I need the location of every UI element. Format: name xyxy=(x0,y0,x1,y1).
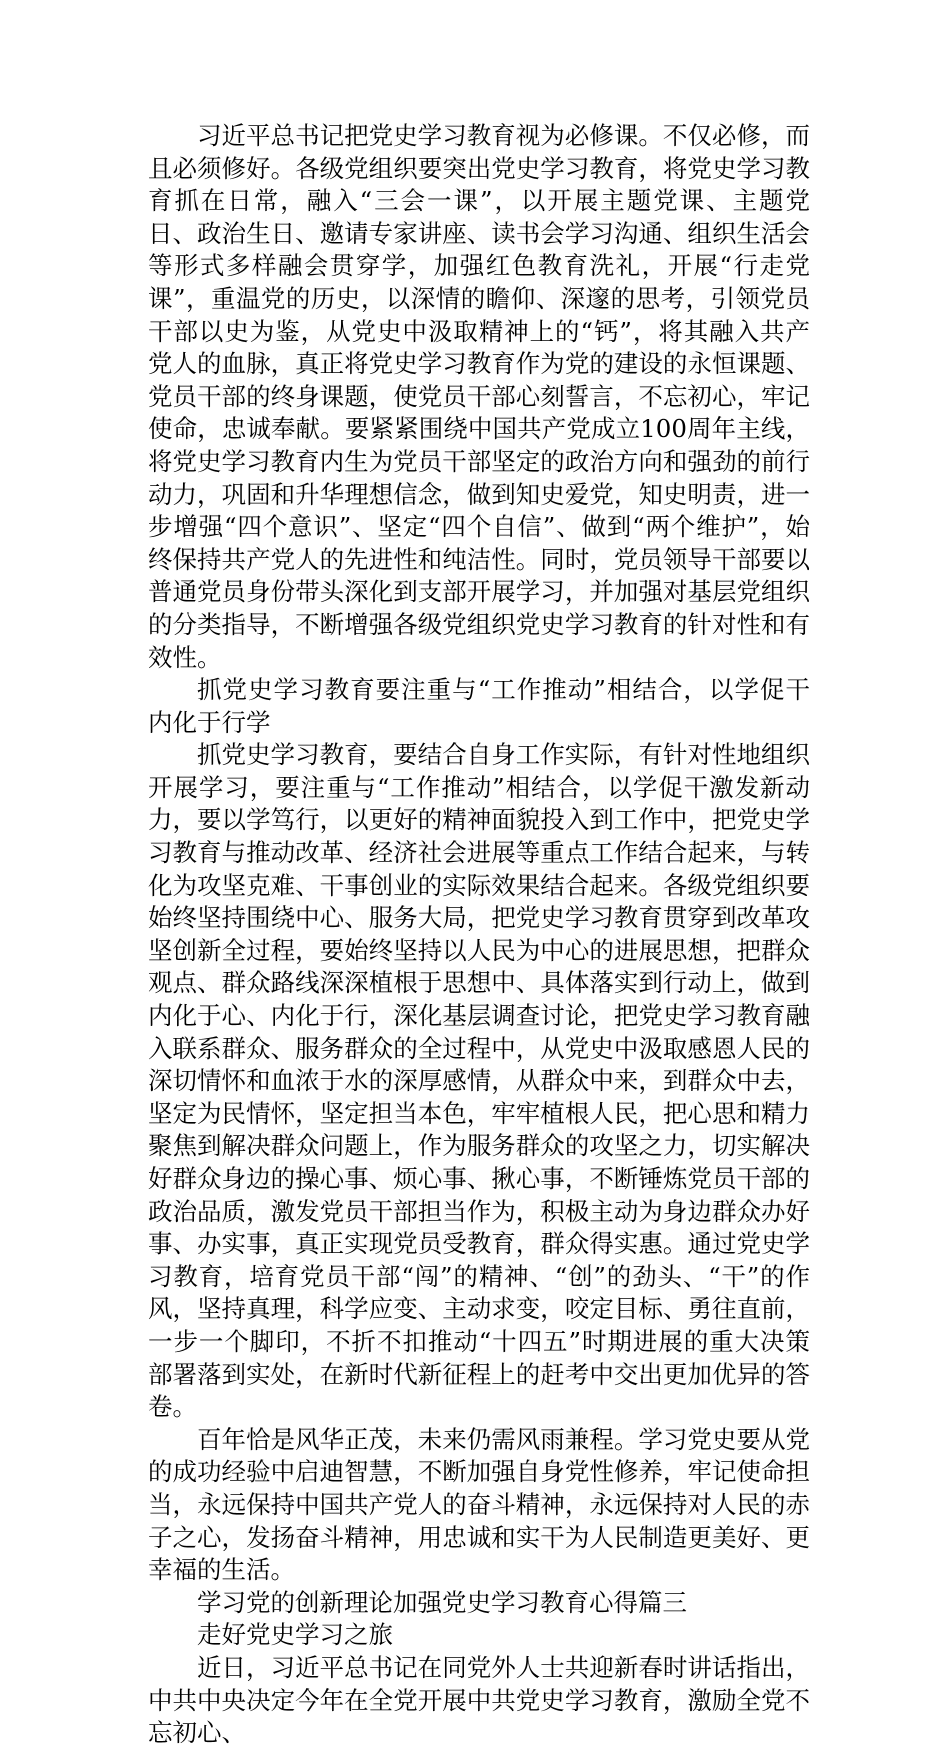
paragraph-1: 习近平总书记把党史学习教育视为必修课。不仅必修，而且必须修好。各级党组织要突出党史学习教育，将党史学习教育抓在日常，融入“三会一课”，以开展主题党课、主题党日、政治生日、邀请专家讲座、读书会学习沟通、组织生活会等形式多样融会贯穿学，加强红色教育洗礼，开展“行走党课”，重温党的历史，以深情的瞻仰、深邃的思考，引领党员干部以史为鉴，从党史中汲取精神上的“钙”，将其融入共产党人的血脉，真正将党史学习教育作为党的建设的永恒课题、党员干部的终身课题，使党员干部心刻誓言，不忘初心，牢记使命，忠诚奉献。要紧紧围绕中国共产党成立100周年主线，将党史学习教育内生为党员干部坚定的政治方向和强劲的前行动力，巩固和升华理想信念，做到知史爱党，知史明责，进一步增强“四个意识”、坚定“四个自信”、做到“两个维护”，始终保持共产党人的先进性和纯洁性。同时，党员领导干部要以普通党员身份带头深化到支部开展学习，并加强对基层党组织的分类指导，不断增强各级党组织党史学习教育的针对性和有效性。 xyxy=(148,121,810,672)
section-subtitle: 走好党史学习之旅 xyxy=(197,1620,393,1650)
paragraph-2-heading: 抓党史学习教育要注重与“工作推动”相结合，以学促干内化于行学 xyxy=(148,675,810,737)
paragraph-3: 抓党史学习教育，要结合自身工作实际，有针对性地组织开展学习，要注重与“工作推动”相结合，以学促干激发新动力，要以学笃行，以更好的精神面貌投入到工作中，把党史学习教育与推动改革、经济社会进展等重点工作结合起来，与转化为攻坚克难、干事创业的实际效果结合起来。各级党组织要始终坚持围绕中心、服务大局，把党史学习教育贯穿到改革攻坚创新全过程，要始终坚持以人民为中心的进展思想，把群众观点、群众路线深深植根于思想中、具体落实到行动上，做到内化于心、内化于行，深化基层调查讨论，把党史学习教育融入联系群众、服务群众的全过程中，从党史中汲取感恩人民的深切情怀和血浓于水的深厚感情，从群众中来，到群众中去，坚定为民情怀，坚定担当本色，牢牢植根人民，把心思和精力聚焦到解决群众问题上，作为服务群众的攻坚之力，切实解决好群众身边的操心事、烦心事、揪心事，不断锤炼党员干部的政治品质，激发党员干部担当作为，积极主动为身边群众办好事、办实事，真正实现党员受教育，群众得实惠。通过党史学习教育，培育党员干部“闯”的精神、“创”的劲头、“干”的作风，坚持真理，科学应变、主动求变，咬定目标、勇往直前，一步一个脚印，不折不扣推动“十四五”时期进展的重大决策部署落到实处，在新时代新征程上的赶考中交出更加优异的答卷。 xyxy=(148,740,810,1422)
document-body xyxy=(148,120,810,1750)
paragraph-4: 百年恰是风华正茂，未来仍需风雨兼程。学习党史要从党的成功经验中启迪智慧，不断加强自身党性修养，牢记使命担当，永远保持中国共产党人的奋斗精神，永远保持对人民的赤子之心，发扬奋斗精神，用忠诚和实干为人民制造更美好、更幸福的生活。 xyxy=(148,1424,810,1585)
section-title: 学习党的创新理论加强党史学习教育心得篇三 xyxy=(197,1587,687,1617)
paragraph-5: 近日，习近平总书记在同党外人士共迎新春时讲话指出，中共中央决定今年在全党开展中共党史学习教育，激励全党不忘初心、 xyxy=(148,1652,810,1748)
